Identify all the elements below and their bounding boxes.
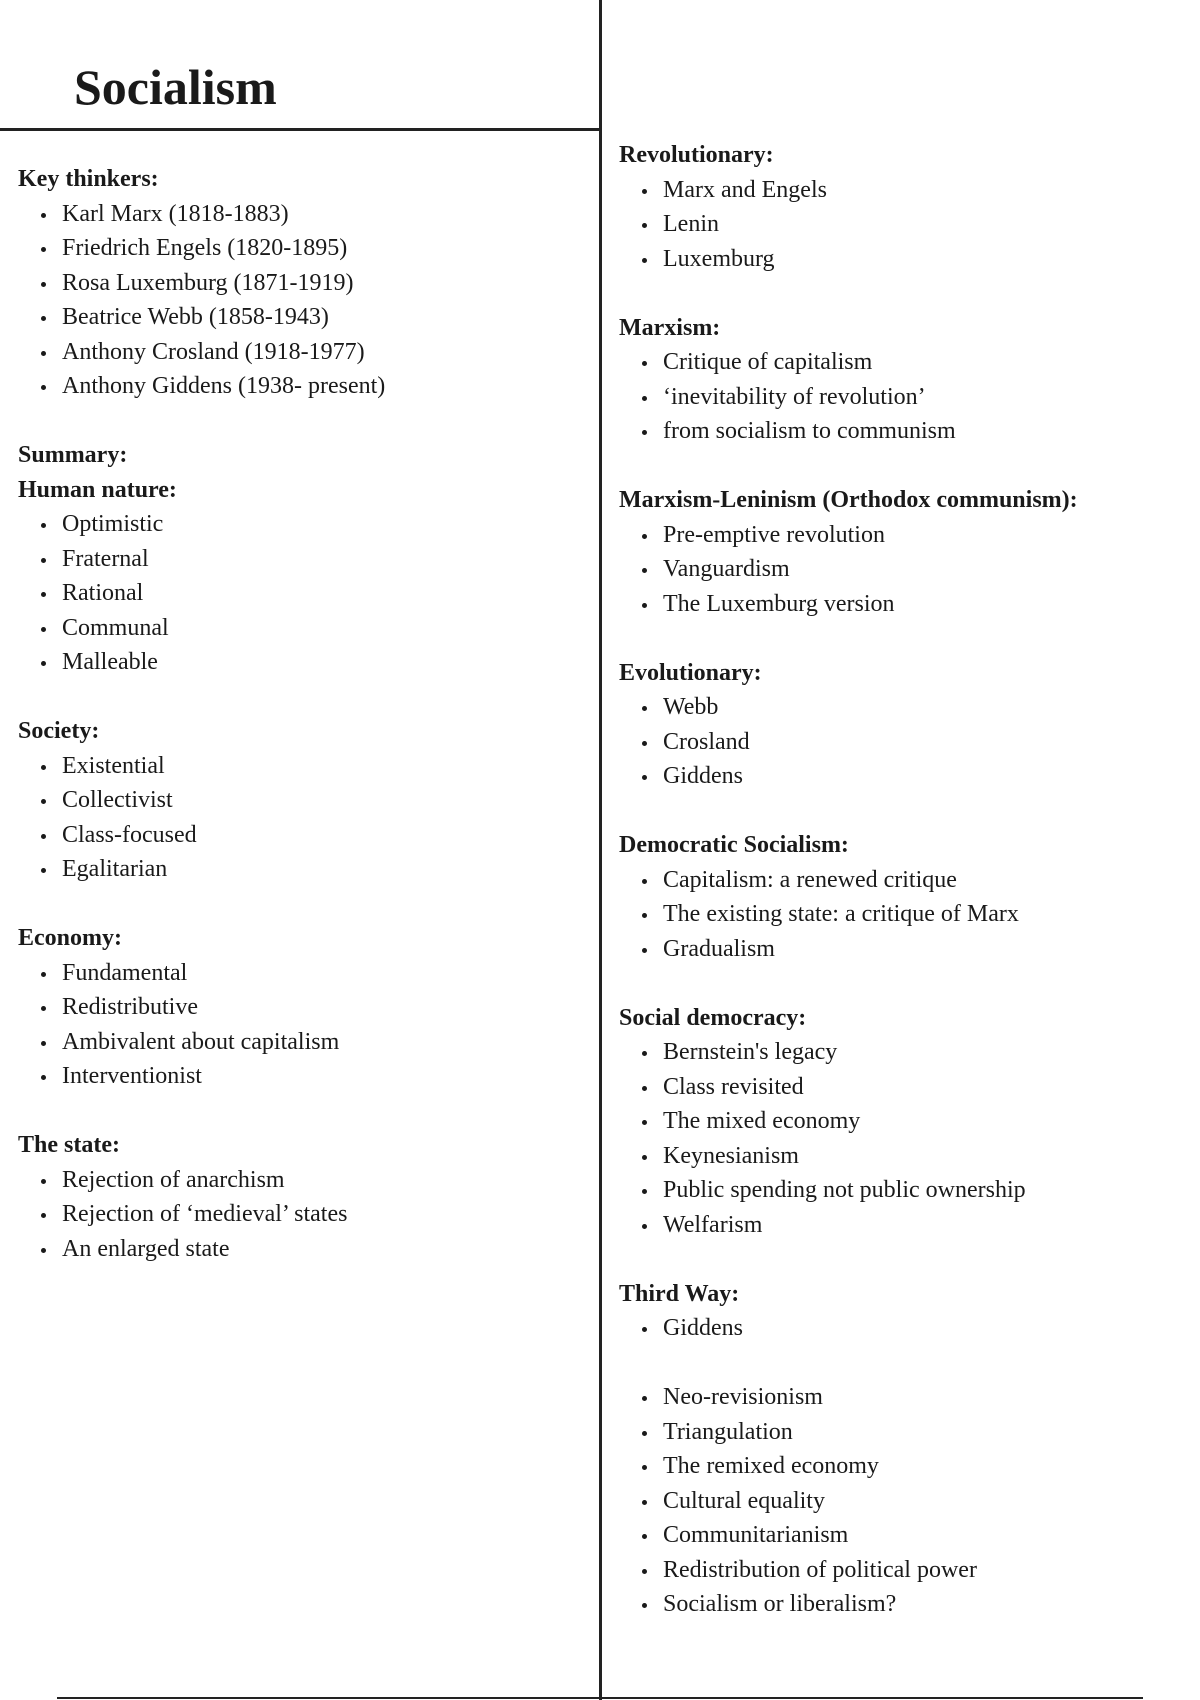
evolutionary-heading: Evolutionary: [619, 659, 762, 686]
list-item: Communal [18, 611, 578, 646]
list-item: Keynesianism [619, 1139, 1189, 1174]
list-item: Pre-emptive revolution [619, 518, 1189, 553]
list-item: Karl Marx (1818-1883) [18, 197, 578, 232]
revolutionary-heading: Revolutionary: [619, 142, 774, 168]
title-divider [0, 128, 601, 131]
society-list [18, 749, 578, 887]
list-item: Optimistic [18, 507, 578, 542]
column-divider [599, 0, 602, 1700]
list-item: Friedrich Engels (1820-1895) [18, 231, 578, 266]
list-item: Egalitarian [18, 852, 578, 887]
third-way-list [619, 1311, 1189, 1346]
list-item: Marx and Engels [619, 173, 1189, 208]
social-democracy-list [619, 1035, 1189, 1242]
key-thinkers-heading: Key thinkers: [18, 166, 159, 192]
evolutionary-list [619, 690, 1189, 794]
list-item: Anthony Crosland (1918-1977) [18, 335, 578, 370]
page-title: Socialism [74, 59, 277, 115]
list-item: Capitalism: a renewed critique [619, 863, 1189, 898]
list-item: Rejection of ‘medieval’ states [18, 1197, 578, 1232]
list-item: Crosland [619, 725, 1189, 760]
left-column [18, 162, 578, 1266]
list-item: Redistributive [18, 990, 578, 1025]
list-item: Lenin [619, 207, 1189, 242]
list-item: Rosa Luxemburg (1871-1919) [18, 266, 578, 301]
list-item: The remixed economy [619, 1449, 1189, 1484]
list-item: An enlarged state [18, 1232, 578, 1267]
list-item: Class-focused [18, 818, 578, 853]
third-way-heading: Third Way: [619, 1280, 740, 1307]
list-item: Rejection of anarchism [18, 1163, 578, 1198]
list-item: Socialism or liberalism? [619, 1587, 1189, 1622]
economy-heading: Economy: [18, 925, 122, 951]
list-item: The existing state: a critique of Marx [619, 897, 1189, 932]
list-item: Rational [18, 576, 578, 611]
list-item: Giddens [619, 1311, 1189, 1346]
list-item: Vanguardism [619, 552, 1189, 587]
list-item: Critique of capitalism [619, 345, 1189, 380]
democratic-socialism-list [619, 863, 1189, 967]
list-item: from socialism to communism [619, 414, 1189, 449]
economy-list [18, 956, 578, 1094]
list-item: Cultural equality [619, 1484, 1189, 1519]
list-item: Fundamental [18, 956, 578, 991]
state-heading: The state: [18, 1132, 120, 1158]
list-item: Communitarianism [619, 1518, 1189, 1553]
society-heading: Society: [18, 718, 100, 744]
social-democracy-heading: Social democracy: [619, 1004, 807, 1031]
list-item: Fraternal [18, 542, 578, 577]
list-item: Collectivist [18, 783, 578, 818]
state-list [18, 1163, 578, 1267]
marxism-leninism-list [619, 518, 1189, 622]
third-way-features-list [619, 1380, 1189, 1622]
list-item: Malleable [18, 645, 578, 680]
list-item: Webb [619, 690, 1189, 725]
list-item: Existential [18, 749, 578, 784]
list-item: Bernstein's legacy [619, 1035, 1189, 1070]
marxism-heading: Marxism: [619, 314, 721, 341]
list-item: ‘inevitability of revolution’ [619, 380, 1189, 415]
democratic-socialism-heading: Democratic Socialism: [619, 832, 849, 858]
list-item: Gradualism [619, 932, 1189, 967]
list-item: Luxemburg [619, 242, 1189, 277]
list-item: Triangulation [619, 1415, 1189, 1450]
marxism-list [619, 345, 1189, 449]
human-nature-list [18, 507, 578, 680]
list-item: Public spending not public ownership [619, 1173, 1189, 1208]
summary-heading: Summary: [18, 442, 128, 468]
list-item: Giddens [619, 759, 1189, 794]
right-column [619, 138, 1189, 1622]
list-item: The Luxemburg version [619, 587, 1189, 622]
list-item: Class revisited [619, 1070, 1189, 1105]
human-nature-heading: Human nature: [18, 476, 177, 503]
bottom-rule [57, 1697, 1143, 1699]
list-item: The mixed economy [619, 1104, 1189, 1139]
list-item: Anthony Giddens (1938- present) [18, 369, 578, 404]
list-item: Redistribution of political power [619, 1553, 1189, 1588]
list-item: Beatrice Webb (1858-1943) [18, 300, 578, 335]
revolutionary-list [619, 173, 1189, 277]
list-item: Neo-revisionism [619, 1380, 1189, 1415]
list-item: Welfarism [619, 1208, 1189, 1243]
list-item: Ambivalent about capitalism [18, 1025, 578, 1060]
marxism-leninism-heading: Marxism-Leninism (Orthodox communism): [619, 487, 1078, 513]
list-item: Interventionist [18, 1059, 578, 1094]
key-thinkers-list [18, 197, 578, 404]
